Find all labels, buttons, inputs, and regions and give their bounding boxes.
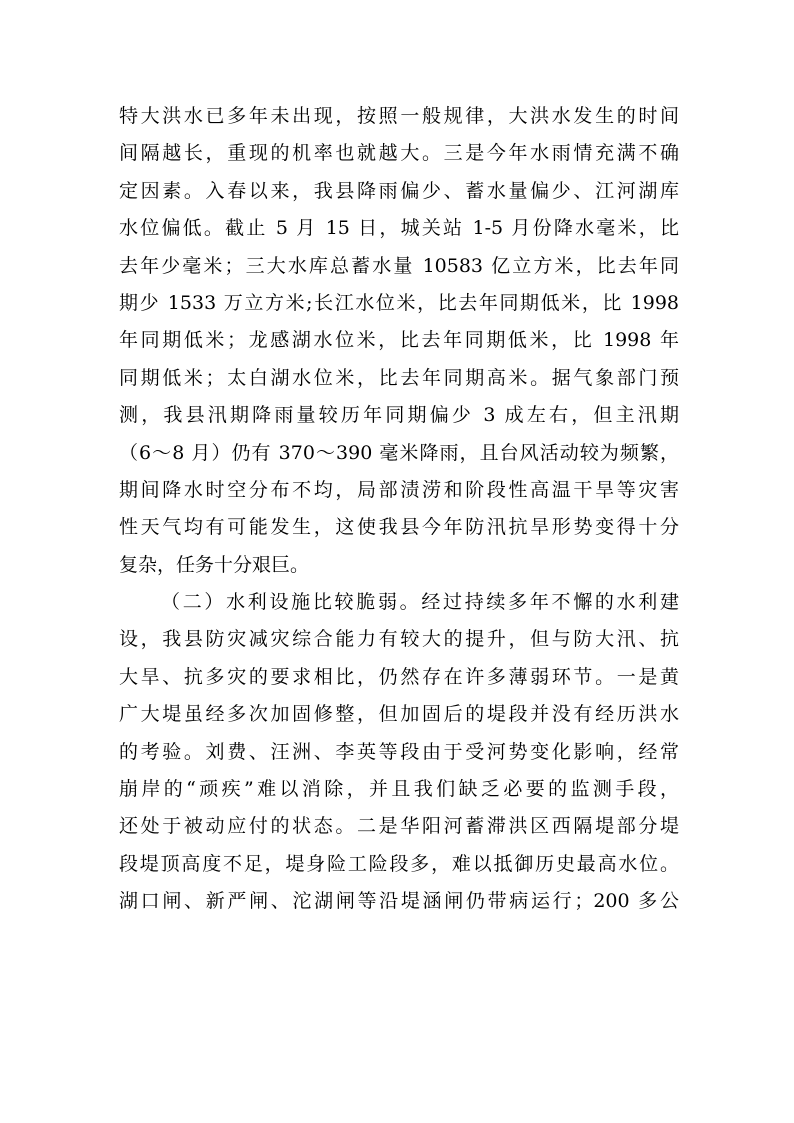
text-line: 同期低米；太白湖水位米，比去年同期高米。据气象部门预	[119, 366, 679, 389]
text-line: 年同期低米；龙感湖水位米，比去年同期低米，比 1998 年	[119, 329, 679, 352]
text-line: 崩岸的“顽疾”难以消除，并且我们缺乏必要的监测手段，	[119, 778, 679, 801]
section-heading-line: （二）水利设施比较脆弱。经过持续多年不懈的水利建	[161, 591, 679, 614]
text-line: 特大洪水已多年未出现，按照一般规律，大洪水发生的时间	[119, 105, 679, 127]
text-line: 还处于被动应付的状态。二是华阳河蓄滞洪区西隔堤部分堤	[119, 815, 679, 838]
text-line: 测，我县汛期降雨量较历年同期偏少 3 成左右，但主汛期	[119, 404, 679, 427]
text-line: 广大堤虽经多次加固修整，但加固后的堤段并没有经历洪水	[119, 703, 679, 726]
text-line: 去年少毫米；三大水库总蓄水量 10583 亿立方米，比去年同	[119, 254, 679, 277]
text-line: 期间降水时空分布不均，局部渍涝和阶段性高温干旱等灾害	[119, 478, 679, 501]
body-text	[119, 98, 679, 921]
text-line: 定因素。入春以来，我县降雨偏少、蓄水量偏少、江河湖库	[119, 179, 679, 202]
text-line: 水位偏低。截止 5 月 15 日，城关站 1-5 月份降水毫米，比	[119, 217, 679, 240]
text-line: 湖口闸、新严闸、沱湖闸等沿堤涵闸仍带病运行；200 多公	[119, 890, 679, 913]
text-line: 间隔越长，重现的机率也就越大。三是今年水雨情充满不确	[119, 142, 679, 165]
text-line: 的考验。刘费、汪洲、李英等段由于受河势变化影响，经常	[119, 740, 679, 763]
text-line: 段堤顶高度不足，堤身险工险段多，难以抵御历史最高水位。	[119, 852, 679, 875]
paragraph-end-line: 复杂，任务十分艰巨。	[119, 553, 310, 576]
text-line: 设，我县防灾减灾综合能力有较大的提升，但与防大汛、抗	[119, 628, 679, 651]
text-line: 期少 1533 万立方米;长江水位米，比去年同期低米，比 1998	[119, 291, 679, 314]
text-line: 性天气均有可能发生，这使我县今年防汛抗旱形势变得十分	[119, 516, 679, 539]
text-line: 大旱、抗多灾的要求相比，仍然存在许多薄弱环节。一是黄	[119, 665, 679, 688]
text-line: （6～8 月）仍有 370～390 毫米降雨，且台风活动较为频繁，	[119, 441, 679, 464]
